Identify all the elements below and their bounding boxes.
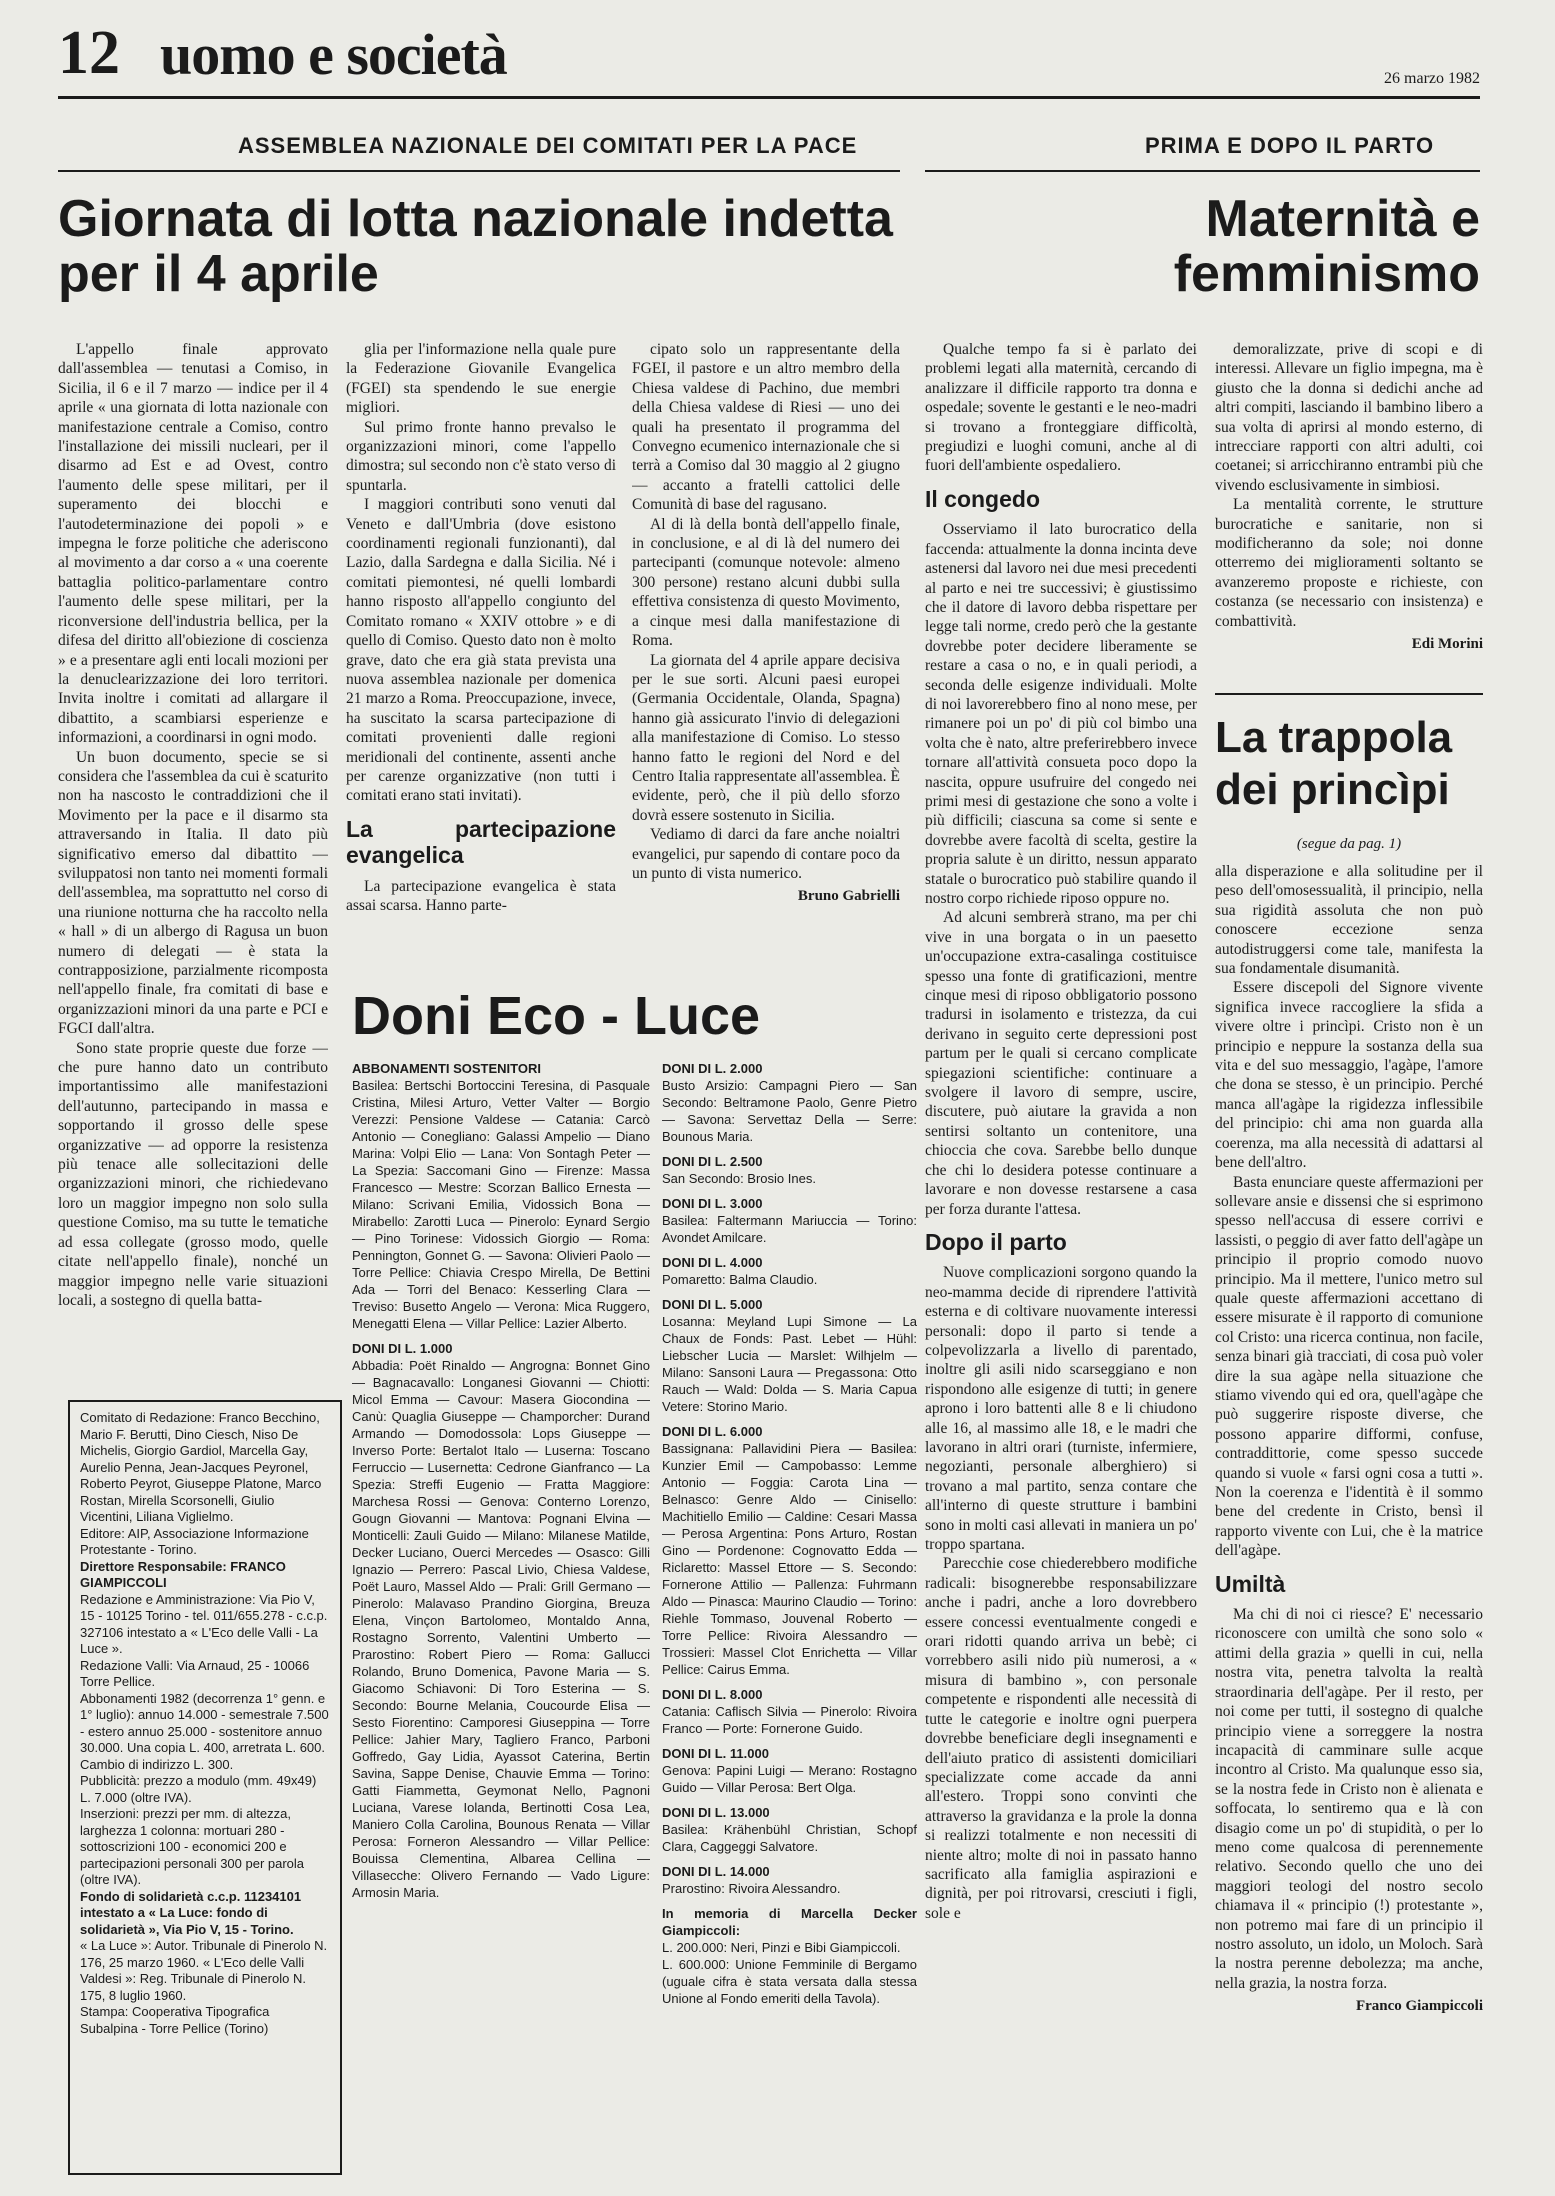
doni-col2: [662, 1060, 917, 2170]
doni-list: Pomaretto: Balma Claudio.: [662, 1272, 818, 1287]
paragraph: Al di là della bontà dell'appello finale, in conclusione, e al di là del numero dei partecipanti (comunque notevole: almeno 300 persone) restano alcuni dubbi sulla effettiva consistenza di questo Movimento, a cinque mesi dalla manifestazione di Roma.: [632, 515, 900, 650]
trappola-col: [1215, 862, 1483, 2172]
right-section-rule: [925, 170, 1480, 172]
paragraph: Essere discepoli del Signore vivente significa invece raccogliere la sfida a vivere oltre i princìpi. Cristo non è un principio e neppure la sostanza della sua vita e del suo messaggio, l'agàpe, l'amore che dona se stesso, è un principio. Perché manca all'agàpe la rigidezza inflessibile del principio: chi ama non guarda alla coerenza, ma alla necessità di adattarsi al bene dell'altro.: [1215, 979, 1483, 1172]
paragraph: Nuove complicazioni sorgono quando la neo-mamma decide di riprendere l'attività esterna e di coltivare nuovamente interessi personali: dopo il parto si tende a colpevolizzarla a livello di parentado, inoltre gli asili nido scarseggiano e non rispondono alle esigenze di tutti; in genere aprono i loro battenti alle 8 e li chiudono alle 16, al massimo alle 18, e le madri che lavorano in altri orari (turniste, infermiere, negozianti, personale alberghiero) si trovano a mal partito, senza contare che all'interno di queste strutture i bambini sono in molti casi allevati in maniera un po' troppo spartana.: [925, 1264, 1197, 1554]
trappola-signature: Franco Giampiccoli: [1355, 1998, 1483, 2015]
doni-header: DONI DI L. 3.000: [662, 1196, 763, 1211]
doni-header: ABBONAMENTI SOSTENITORI: [352, 1061, 541, 1076]
masthead-rule: [58, 96, 1480, 99]
doni-list: Prarostino: Rivoira Alessandro.: [662, 1881, 841, 1896]
paragraph: Parecchie cose chiederebbero modifiche radicali: bisognerebbe responsabilizzare anche i padri, anche a loro dovrebbero essere concessi eventualmente congedi e orari ridotti quando arriva un bebè; ci vorrebbero asili nido più numerosi, a « misura di bambino », con personale competente e rispondenti alle necessità di tutte le categorie e inoltre ogni puerpera dovrebbe beneficiare degli insegnamenti e dell'aiuto pratico di assistenti domiciliari specializzate come accade da anni all'estero. Troppi sono convinti che attraverso la gravidanza e la prole la donna si realizzi totalmente e non necessiti di niente altro; molte di noi in passato hanno sacrificato alla famiglia aspirazioni e dignità, per poi ritrovarsi, cresciuti i figli, sole e: [925, 1555, 1197, 1922]
doni-list: Abbadia: Poët Rinaldo — Angrogna: Bonnet Gino — Bagnacavallo: Longanesi Giovanni — Chiotti: Micol Emma — Cavour: Masera Giocondina — Canù: Quaglia Giuseppe — Champorcher: Durand Armando — Domodossola: Lops Giuseppe — Inverso Porte: Bertalot Italo — Luserna: Toscano Ferruccio — Lusernetta: Cedrone Gianfranco — La Spezia: Streffi Eugenio — Fratta Maggiore: Marchesa Rossi — Genova: Conterno Lorenzo, Gougn Giovanni — Mantova: Pognani Elvina — Monticelli: Zauli Guido — Milano: Milanese Matilde, Decker Luciano, Ouerci Mercedes — Osasco: Gilli Ignazio — Perrero: Pascal Livio, Chiesa Valdese, Poët Lauro, Massel Aldo — Prali: Grill Germano — Pinerolo: Malavaso Prandino Giorgina, Breuza Elena, Vinçon Bartolomeo, Montaldo Anna, Rostagno Sorrento, Valentini Umberto — Prarostino: Robert Piero — Roma: Gallucci Rolando, Bruno Domenica, Pavone Maria — S. Giacomo Schiavoni: Di Toro Esterina — S. Secondo: Bourne Melania, Coucourde Elisa — Sesto Fiorentino: Camporesi Giuseppina — Torre Pellice: Jahier Mary, Tagliero Franco, Parboni Goffredo, Gay Lidia, Ayassot Caterina, Bertin Savina, Sappe Denise, Chauvie Emma — Torino: Gatti Fiammetta, Geymonat Nello, Pagnoni Luciana, Varese Iolanda, Bertinotti Cosa Lea, Maniero Colla Carolina, Bounous Renata — Villar Perosa: Forneron Alessandro — Villar Pellice: Bouissa Clementina, Albarea Cellina — Villasecche: Olivero Fernando — Vado Ligure: Armosin Maria.: [352, 1358, 650, 1900]
paragraph: L'appello finale approvato dall'assemblea — tenutasi a Comiso, in Sicilia, il 6 e il 7 marzo — indice per il 4 aprile « una giornata di lotta nazionale con manifestazione centrale a Comiso, contro l'installazione dei missili nucleari, per il disarmo ad Est e ad Ovest, contro l'aumento delle spese militari, per il superamento dei blocchi e l'autodeterminazione dei popoli » e impegna le forze politiche che aderiscono al movimento a dar corso a « una coerente battaglia politico-parlamentare contro l'aumento delle spese militari, per la riconversione dell'industria bellica, per la difesa del diritto all'obiezione di coscienza » e a presentare agli enti locali mozioni per la denuclearizzazione dei loro territori. Invita inoltre i comitati ad allargare il dibattito, a scambiarsi esperienze e informazioni, a coordinarsi in ogni modo.: [58, 341, 328, 747]
page-number: 12: [58, 19, 120, 87]
trappola-continuation-note: (segue da pag. 1): [1296, 836, 1402, 852]
doni-header: DONI DI L. 4.000: [662, 1255, 763, 1270]
trappola-headline: La trappola dei princìpi: [1215, 713, 1453, 814]
doni-list: Busto Arsizio: Campagni Piero — San Secondo: Beltramone Paolo, Genre Pietro — Savona: Servettaz Della — Serre: Bounous Maria.: [662, 1078, 917, 1144]
left-headline: Giornata di lotta nazionale indetta per il 4 aprile: [58, 190, 893, 303]
left-article-col1: [58, 340, 328, 1380]
newspaper-section-title: uomo e società: [160, 22, 507, 87]
box-line: Pubblicità: prezzo a modulo (mm. 49x49) L. 7.000 (oltre IVA).: [80, 1773, 317, 1805]
right-article-col2: [1215, 340, 1483, 680]
doni-list: Bassignana: Pallavidini Piera — Basilea: Kunzier Emil — Campobasso: Lemme Antonio — Foggia: Carota Lina — Belnasco: Genre Aldo — Cinisello: Machitiello Emilio — Caldine: Cesari Massa — Perosa Argentina: Pons Arturo, Rostan Gino — Pordenone: Cognovatto Edda — Riclaretto: Massel Ettore — S. Secondo: Fornerone Attilio — Pallenza: Fuhrmann Aldo — Pinasca: Maurino Claudio — Torino: Riehle Tommaso, Jouvenal Roberto — Torre Pellice: Rivoira Alessandro — Trossieri: Massel Clot Enrichetta — Villar Pellice: Cairus Emma.: [662, 1441, 917, 1677]
paragraph: La giornata del 4 aprile appare decisiva per le sue sorti. Alcuni paesi europei (Germania Occidentale, Olanda, Spagna) hanno già assicurato l'invio di delegazioni alla manifestazione di Comiso. Lo stesso hanno fatto le regioni del Nord e del Centro Italia rappresentate all'assemblea. È evidente, però, che il più dello sforzo dovrà essere sostenuto in Sicilia.: [632, 651, 900, 824]
paragraph: Ma chi di noi ci riesce? E' necessario riconoscere con umiltà che sono solo « attimi della grazia » quelli in cui, nella nostra vita, penetra talvolta la realtà straordinaria dell'agàpe. Per il resto, per noi come per tutti, il sostegno di qualche principio viene a sorreggere la nostra incapacità di camminare sulle acque incontro al Cristo. Ma qualunque esso sia, se la nostra fede in Cristo non è alienata e soffocata, lo sentiremo qua e là con disagio come un po' di stupidità, o per lo meno come qualcosa di perennemente relativo. Secondo quello che uno dei maggiori teologi del nostro secolo chiamava il « principio (!) protestante », non potremo mai fare di un principio il nostro assoluto, un idolo, un Moloch. Sarà la nostra perenne debolezza; ma anche, nella grazia, la nostra forza.: [1215, 1606, 1483, 1992]
doni-header: DONI DI L. 5.000: [662, 1297, 763, 1312]
box-line: Editore: AIP, Associazione Informazione Protestante - Torino.: [80, 1525, 309, 1557]
paragraph: I maggiori contributi sono venuti dal Veneto e dall'Umbria (dove esistono coordinamenti regionali funzionanti), dal Lazio, dalla Sardegna e dalla Sicilia. Né i comitati piemontesi, né quelli lombardi hanno risposto all'appello congiunto del Comitato romano « XXIV ottobre » e di quello di Comiso. Questo dato non è molto grave, dato che era già stata prevista una nuova assemblea nazionale per domenica 21 marzo a Roma. Preoccupazione, invece, ha suscitato la scarsa partecipazione di comitati provenienti dalle regioni meridionali del continente, assenti anche per carenze organizzative (non tutti i comitati erano stati invitati).: [346, 496, 616, 805]
editorial-committee-box: [68, 1400, 342, 2175]
paragraph: Vediamo di darci da fare anche noialtri evangelici, pur sapendo di contare poco da un punto di vista numerico.: [632, 826, 900, 882]
doni-list: Catania: Caflisch Silvia — Pinerolo: Rivoira Franco — Porte: Fornerone Guido.: [662, 1704, 917, 1736]
doni-list: San Secondo: Brosio Ines.: [662, 1171, 816, 1186]
doni-headline: Doni Eco - Luce: [352, 986, 761, 1046]
paragraph: Sono state proprie queste due forze — che pure hanno dato un contributo importantissimo alle manifestazioni dell'autunno, partecipando in massa e sopportando il grosso delle spese organizzative — ad opporre la resistenza più tenace alle sollecitazioni delle organizzazioni minori, che richiedevano loro un maggior impegno non solo sulla questione Comiso, ma su tutte le tematiche ad essa collegate (grosso modo, quelle citate nell'appello finale), nonché un maggior impegno nelle varie situazioni locali, a sostegno di quella batta-: [58, 1039, 328, 1309]
box-line: Fondo di solidarietà c.c.p. 11234101 intestato a « La Luce: fondo di solidarietà », Via Pio V, 15 - Torino.: [80, 1888, 302, 1937]
doni-col1: [352, 1060, 650, 2170]
subhead-umilta: Umiltà: [1215, 1570, 1286, 1597]
doni-header: DONI DI L. 14.000: [662, 1864, 770, 1879]
right-headline: Maternità e femminismo: [1173, 190, 1480, 303]
doni-list: Basilea: Faltermann Mariuccia — Torino: Avondet Amilcare.: [662, 1213, 917, 1245]
left-article-col2: [346, 340, 616, 970]
paragraph: glia per l'informazione nella quale pure la Federazione Giovanile Evangelica (FGEI) sta spendendo le sue energie migliori.: [346, 341, 616, 417]
doni-header: DONI DI L. 8.000: [662, 1687, 763, 1702]
subhead-congedo: Il congedo: [925, 485, 1040, 512]
paragraph: La mentalità corrente, le strutture burocratiche e sanitarie, non si modificheranno da sole; noi donne otterremo dei miglioramenti soltanto se avanzeremo proposte e richieste, con costanza (se necessario con insistenza) e combattività.: [1215, 496, 1483, 630]
box-line: Inserzioni: prezzi per mm. di altezza, larghezza 1 colonna: mortuari 280 - sottoscrizioni 100 - economici 200 e partecipazioni personali 300 per parola (oltre IVA).: [80, 1806, 305, 1887]
left-section-label: ASSEMBLEA NAZIONALE DEI COMITATI PER LA PACE: [238, 133, 858, 158]
box-line: « La Luce »: Autor. Tribunale di Pinerolo N. 176, 25 marzo 1960. « L'Eco delle Valli Valdesi »: Reg. Tribunale di Pinerolo N. 175, 8 luglio 1960.: [80, 1938, 328, 2003]
left-article-signature: Bruno Gabrielli: [797, 888, 900, 905]
right-article-col1: [925, 340, 1197, 2180]
box-line: Stampa: Cooperativa Tipografica Subalpina - Torre Pellice (Torino): [80, 2004, 270, 2036]
doni-list: L. 600.000: Unione Femminile di Bergamo (uguale cifra è stata versata dalla stessa Unione al Fondo emeriti della Tavola).: [662, 1957, 917, 2006]
doni-list: Basilea: Bertschi Bortoccini Teresina, di Pasquale Cristina, Milesi Arturo, Vetter Valter — Borgio Verezzi: Pensione Valdese — Catania: Carcò Antonio — Conegliano: Galassi Ampelio — Diano Marina: Volpi Elio — Lana: Von Sontagh Peter — La Spezia: Saccomani Gino — Firenze: Massa Francesco — Mestre: Scorzan Ballico Ernesta — Milano: Scrivani Emilia, Vidossich Bona — Mirabello: Zarotti Luca — Pinerolo: Eynard Sergio — Pino Torinese: Vidossich Giorgio — Roma: Pennington, Gonnet G. — Savona: Olivieri Paolo — Torre Pellice: Chiavia Crespo Mirella, De Bettini Ada — Torri del Benaco: Kesserling Clara — Treviso: Busetto Angelo — Verona: Mica Ruggero, Menegatti Elena — Villar Pellice: Lazier Alberto.: [352, 1078, 650, 1331]
doni-header: DONI DI L. 2.000: [662, 1061, 763, 1076]
subhead-dopo-parto: Dopo il parto: [925, 1228, 1067, 1255]
paragraph: cipato solo un rappresentante della FGEI, il pastore e un altro membro della Chiesa valdese di Pachino, due membri della Chiesa valdese di Riesi — uno dei quali ha presentato il programma del Convegno ecumenico internazionale che si terrà a Comiso dal 30 maggio al 2 giugno — accanto a fratelli cattolici delle Comunità di base del ragusano.: [632, 341, 900, 514]
doni-header: In memoria di Marcella Decker Giampiccoli:: [662, 1906, 917, 1938]
doni-header: DONI DI L. 13.000: [662, 1805, 770, 1820]
subhead-evangelica: La partecipazione evangelica: [346, 815, 616, 869]
paragraph: Osserviamo il lato burocratico della faccenda: attualmente la donna incinta deve astenersi dal lavoro nei due mesi precedenti al parto e nei tre successivi; è giustissimo che il datore di lavoro debba rispettare per legge tali norme, credo però che la gestante dovrebbe poter decidere liberamente se restare a casa o no, e in quali periodi, a seconda delle esigenze individuali. Molte di noi lavorerebbero fino al nono mese, per rimanere poi un po' di più col bimbo una volta che è nato, altre preferirebbero invece tornare all'attività consueta poco dopo la nascita, oppure usufruire del congedo nei primi mesi di gestazione che sono a volte i più difficili; ciascuna sa come si sente e dovrebbe avere facoltà di scelta, gestire la propria salute è un diritto, nessun apparato statale o burocratico può stabilire quando il nostro corpo richiede riposo oppure no.: [925, 521, 1197, 907]
paragraph: alla disperazione e alla solitudine per il peso dell'omosessualità, il principio, nella sua rigidità assoluta che non può conoscere eccezione senza autodistruggersi come tale, manifesta la sua fondamentale disumanità.: [1215, 863, 1483, 978]
box-line: Redazione e Amministrazione: Via Pio V, 15 - 10125 Torino - tel. 011/655.278 - c.c.p. 327106 intestato a « L'Eco delle Valli - La Luce ».: [80, 1591, 328, 1656]
box-line: Redazione Valli: Via Arnaud, 25 - 10066 Torre Pellice.: [80, 1657, 310, 1689]
right-section-label: PRIMA E DOPO IL PARTO: [1145, 133, 1435, 158]
doni-header: DONI DI L. 11.000: [662, 1746, 769, 1761]
box-line: Abbonamenti 1982 (decorrenza 1° genn. e 1° luglio): annuo 14.000 - semestrale 7.500 - estero annuo 25.000 - sostenitore annuo 30.000. Una copia L. 400, arretrata L. 600. Cambio di indirizzo L. 300.: [80, 1690, 329, 1772]
doni-list: Losanna: Meyland Lupi Simone — La Chaux de Fonds: Past. Lebet — Hühl: Liebscher Lucia — Marslet: Wilhjelm — Milano: Sansoni Laura — Pregassona: Otto Rauch — Wald: Dolda — S. Maria Capua Vetere: Storino Mario.: [662, 1314, 917, 1414]
issue-date: 26 marzo 1982: [1384, 70, 1480, 87]
paragraph: Un buon documento, specie se si considera che l'assemblea da cui è scaturito non ha nascosto le contraddizioni che il Movimento per la pace e il disarmo sta attraversando in Italia. Il dato più significativo emerso dal dibattito — sviluppatosi non tanto nei momenti formali dell'assemblea, ma soprattutto nel corso di una riunione notturna che ha raccolto nella « hall » di un albergo di Ragusa un buon numero di delegati — è stata la contrapposizione, parzialmente ricomposta nell'appello finale, fra comitati di base e organizzazioni minori da una parte e PCI e FGCI dall'altra.: [58, 748, 328, 1038]
right-article-signature: Edi Morini: [1411, 636, 1483, 653]
doni-header: DONI DI L. 6.000: [662, 1424, 763, 1439]
left-section-rule: [58, 170, 900, 172]
box-line: Direttore Responsabile: FRANCO GIAMPICCOLI: [80, 1558, 286, 1590]
paragraph: Basta enunciare queste affermazioni per sollevare ansie e dissensi che si esprimono spesso nell'accusa di essere corrivi e lassisti, o peggio di aver fatto dell'agàpe un principio il proprio comodo nuovo principio. Ma il mettere, l'unico metro sul quale queste affermazioni accettano di essere misurate è il rapporto di comunione col Cristo: una ricerca continua, non facile, senza binari già tracciati, di cosa può voler dire la sua agàpe nella situazione che stiamo vivendo qui ed ora, quell'agàpe che può suggerire risposte diverse, che possono apparire difformi, confuse, contraddittorie, come spesso succede quando si vuole « farsi ogni cosa a tutti ». Non la coerenza e l'identità è il sommo bene del credente in Cristo, bensì il rapporto vivente con Lui, che è la matrice dell'agàpe.: [1215, 1173, 1483, 1560]
paragraph: La partecipazione evangelica è stata assai scarsa. Hanno parte-: [346, 877, 616, 915]
box-line: Comitato di Redazione: Franco Becchino, Mario F. Berutti, Dino Ciesch, Niso De Michelis, Giorgio Gardiol, Marcella Gay, Aurelio Penna, Jean-Jacques Peyronel, Roberto Peyrot, Giuseppe Platone, Marco Rostan, Mirella Scorsonelli, Giulio Vicentini, Liliana Viglielmo.: [80, 1410, 322, 1524]
paragraph: demoralizzate, prive di scopi e di interessi. Allevare un figlio impegna, ma è giusto che la donna si dedichi anche ad altri compiti, lasciando il bambino libero a sua volta di aprirsi al mondo esterno, di intrecciare rapporti con altri adulti, coi coetanei; si arricchiranno entrambi più che vivendo esclusivamente in simbiosi.: [1215, 341, 1483, 494]
paragraph: Ad alcuni sembrerà strano, ma per chi vive in una borgata o in un paesetto un'occupazione extra-casalinga costituisce spesso una fonte di gratificazioni, mentre cinque mesi di riposo obbligatorio possono tradursi in isolamento e tristezza, da cui derivano in seguito certe depressioni post partum per le quali si cercano complicate spiegazioni scientifiche: continuare a svolgere il lavoro di sempre, uscire, discutere, può aiutare la gravida a non sentirsi soltanto un contenitore, una chioccia che cova. Sarebbe bello dunque che chi lo desidera potesse continuare a lavorare e non dovesse restarsene a casa per forza durante l'attesa.: [925, 909, 1197, 1218]
trappola-rule: [1215, 693, 1483, 695]
left-article-col3: [632, 340, 900, 970]
doni-list: L. 200.000: Neri, Pinzi e Bibi Giampiccoli.: [662, 1940, 901, 1955]
doni-header: DONI DI L. 2.500: [662, 1154, 763, 1169]
paragraph: Qualche tempo fa si è parlato dei problemi legati alla maternità, cercando di analizzare il difficile rapporto tra donna e ospedale; sovente le gestanti e le neo-madri si trovano a fronteggiare difficoltà, pregiudizi e luoghi comuni, anche al di fuori dell'ambiente ospedaliero.: [925, 341, 1197, 475]
doni-header: DONI DI L. 1.000: [352, 1341, 453, 1356]
paragraph: Sul primo fronte hanno prevalso le organizzazioni minori, come l'appello dimostra; sul secondo non c'è stato verso di spuntarla.: [346, 418, 616, 494]
doni-list: Genova: Papini Luigi — Merano: Rostagno Guido — Villar Perosa: Bert Olga.: [662, 1763, 917, 1795]
doni-list: Basilea: Krähenbühl Christian, Schopf Clara, Caggeggi Salvatore.: [662, 1822, 917, 1854]
